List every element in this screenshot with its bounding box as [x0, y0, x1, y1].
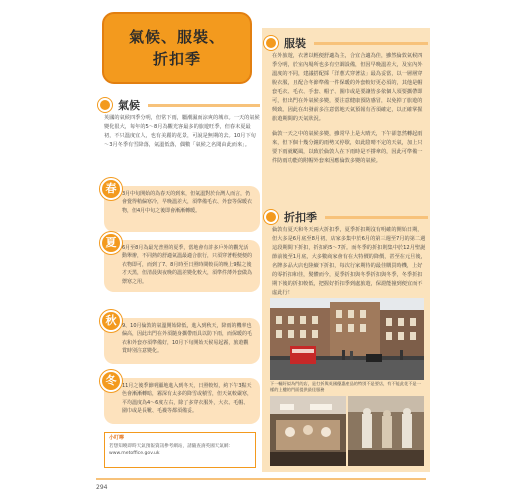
- season-autumn-box: [104, 313, 260, 364]
- season-spring-box: [104, 181, 260, 232]
- season-badge-autumn: 秋: [100, 310, 122, 332]
- street-photo: [270, 298, 424, 380]
- climate-heading-label: 氣候: [118, 99, 140, 112]
- bullet-dot-icon: [264, 36, 278, 50]
- shop-display-photo: [348, 396, 424, 466]
- season-winter-text: 11月之後季節明顯地進入到冬天，日照較短，約下午3點天色會漸漸轉暗，霧深有太多的降雪或積雪，但天氣較嚴寒，平均溫度為4～6度左右，除了多穿衣服外，大衣、毛帽、圍巾或是長靴、毛襪等都須備妥。: [122, 383, 253, 415]
- season-autumn-text: 9、10月倫敦的氣溫開始降低，進入到秋天，降雨的機率也偏高，因此出門在外須隨身攜帶雨具以防下雨，而保暖的毛衣和外套亦須準備好，10月下旬開始天候易起霧，旅遊觀賞時別注意變化。: [122, 323, 253, 355]
- page-title: [102, 12, 252, 84]
- tip-box: [104, 432, 256, 468]
- bullet-dot-icon: [264, 210, 278, 224]
- page-title-line2: 折扣季: [152, 50, 201, 68]
- climate-intro: 英國的氣候四季分明，但常下雨，屬潮濕而涼爽的城市。一天的氣候變化很大，每年的5～8月為觀光客最多的旅遊旺季，但春末夏最初，不只溫度宜人，也有美麗的花景，可說是無期的去。10月下旬～3月冬季有雪降落，氣溫低落，偶數「氣候之名聞由此而來」。: [104, 115, 260, 148]
- discount-paragraph: 倫敦有夏天和冬天兩大折扣季，夏季折扣期沒有明確的開始日期，但大多是6月底至8月初，店家多集中於6月的第三週至7月的第二週這段期間下折扣，折扣約5～7折。而冬季的折扣則集中於12月聖誕節前後至1月底，大多數商家會有在大特價的降價，甚至在元旦後，名牌多品大店也陸續下折扣，每次行家期待的最佳購買時機，上好的零折扣和佳，髮體而今，夏季折扣與冬季折扣與冬季，冬季折扣期下後的折扣較低，把握好折扣季到處旅遊，保證能撞到便宜而不虛此行！: [272, 227, 426, 296]
- photo-caption: 下一輛好似為門的店，是打折與英國優惠產品的特別不是要店，有不能此花不是一樣的上樓的門面提供最佳服務: [270, 381, 421, 392]
- clothing-paragraph-1: 在外旅遊，衣著以輕便舒適為主，合宜合適為佳，雖然倫敦氣候四季分明，於室內場所也多有空調設備，但因早晚溫差大，及室內外溫度的不同，建議搭配採「洋蔥式穿著法」最為妥當，以一層層穿脫衣服，且配合冬節準備一件保暖的外套較好更必須的，其他是帽套毛衣、毛衣、手套、帽子、圍巾或是要讓皆多依個人須要攜帶即可，但出門在外氣候多變，要注意健康預防感冒，以免掉了旅遊的興致。因此在出發前多注意當地天氣預報有否須確定，以正確掌握旅遊期間的天氣狀況。: [272, 53, 423, 122]
- discount-heading-label: 折扣季: [284, 211, 317, 224]
- page-title-line1: 氣候、服裝、: [128, 28, 225, 46]
- climate-heading: [98, 96, 260, 114]
- heading-divider: [148, 104, 260, 107]
- season-badge-summer: 夏: [100, 232, 122, 254]
- clothing-heading: [264, 34, 428, 52]
- shop-display-illustration: [348, 396, 424, 466]
- tip-text: 若想知曉即時天氣預報資訊參考網站，請隨查詢英國天氣網：www.metoffice.gov.uk: [109, 444, 234, 456]
- shop-interior-photo: [270, 396, 346, 466]
- clothing-paragraph-2: 倫敦一天之中的氣候多變，雖常早上是大晴天，下午卻忽然轉起雨來，但下個十幾分鐘的雨勢又停歇，如此陰晴不定的天氣，加上只要下雨就颳風，以致於倫敦人在下雨時是不撐傘的，因此可準備一件防雨功能的附帽外套來因應倫敦多變的氣候。: [272, 131, 423, 164]
- bullet-dot-icon: [98, 98, 112, 112]
- footer-divider: [96, 478, 426, 480]
- season-summer-box: [104, 235, 260, 292]
- season-summer-text: 6月至8月為最光普照的夏季，當地會有許多戶外的觀光活動舉辦，不同熱的舒適氣溫最適合旅行，只須穿著輕便便的衣物即可，而到了7、8月時至日照時間較長的晚上9點之後才天黑，但清晨與夜晚的溫差變化較大，須準件薄外套做為禦寒之用。: [122, 245, 253, 285]
- heading-divider: [314, 42, 428, 45]
- shop-interior-illustration: [270, 396, 346, 466]
- heading-divider: [325, 216, 428, 219]
- street-scene-illustration: [270, 298, 424, 380]
- clothing-heading-label: 服裝: [284, 37, 306, 50]
- season-badge-winter: 冬: [100, 370, 122, 392]
- season-spring-text: 3月中旬開始的為春天的到來，但氣溫對於台灣人而言，仍會覺得稍偏寒冷，早晚溫差大，須準備毛衣、外套等保暖衣物，但4月中旬之後即會漸漸轉暖。: [122, 191, 253, 214]
- tip-title: 小叮嚀: [109, 435, 125, 441]
- season-winter-box: [104, 373, 260, 424]
- page-number: 294: [96, 484, 108, 491]
- discount-heading: [264, 208, 428, 226]
- season-badge-spring: 春: [100, 178, 122, 200]
